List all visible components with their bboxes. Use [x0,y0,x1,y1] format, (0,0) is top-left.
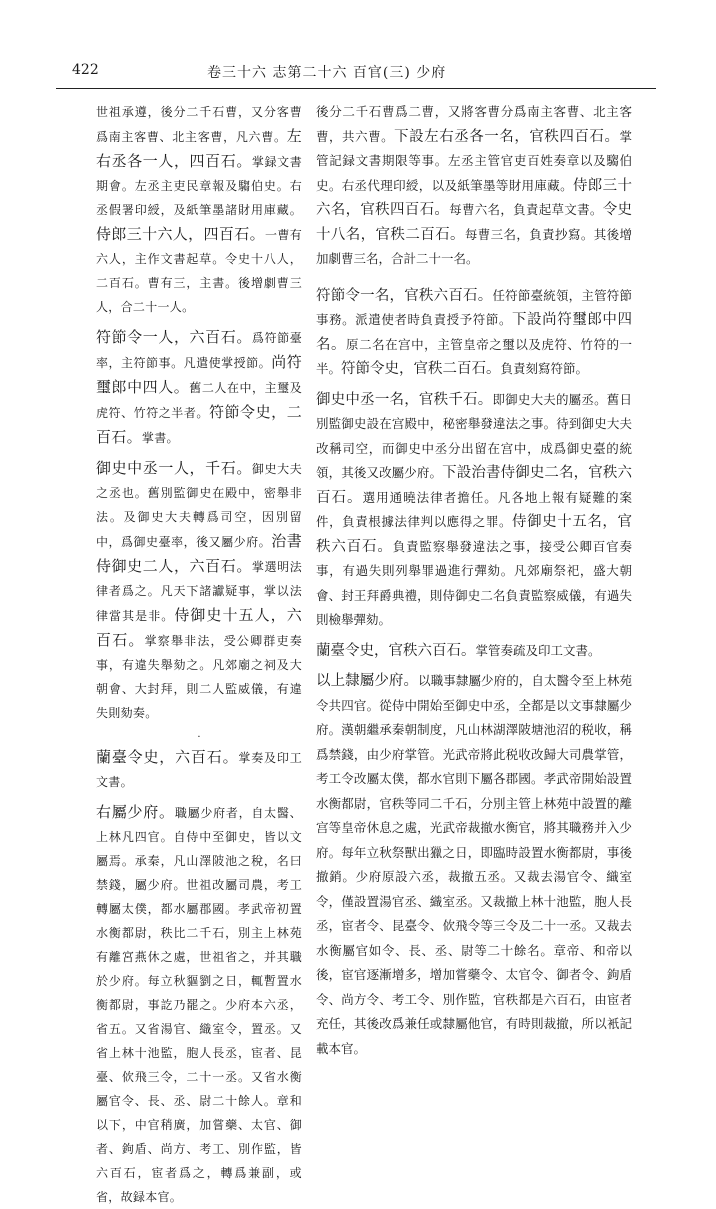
paragraph-shangshu-translation: 後分二千石曹爲二曹，又將客曹分爲南主客曹、北主客曹，共六曹。下設左右丞各一名，官秩四百石。掌管記録文書期限等事。左丞主管官吏百姓奏章以及騶伯史。右丞代理印綬，以及紙筆墨等財用庫藏。侍郎三十六名，官秩四百石。每曹六名，負責起草文書。令史十八名，官秩二百石。每曹三名，負責抄寫。其後增加劇曹三名，合計二十一名。 [316,104,632,266]
header-rule [56,88,656,89]
paragraph-summary: 右屬少府。職屬少府者，自太醫、上林凡四官。自侍中至御史，皆以文屬焉。承秦，凡山澤陂池之稅，名曰禁錢，屬少府。世祖改屬司農，考工轉屬太僕，都水屬郡國。孝武帝初置水衡都尉，秩比二千石，別主上林苑有離宮燕休之處，世祖省之，并其職於少府。每立秋貙劉之日，輒暫置水衡都尉，事訖乃罷之。少府本六丞，省五。又省湯官、織室令，置丞。又省上林十池監，胞人長丞，宦者、昆臺、佽飛三令，二十一丞。又省水衡屬官令、長、丞、尉二十餘人。章和以下，中官稍廣，加嘗藥、太官、御者、鉤盾、尚方、考工、別作監，皆六百石，宦者爲之，轉爲兼副，或省，故録本官。 [96,803,302,1204]
separator-dot: · [197,732,201,743]
paragraph-lantai: 蘭臺令史，六百石。掌奏及印工文書。 [96,748,302,789]
paragraph-fujie-translation: 符節令一名，官秩六百石。任符節臺統領，主管符節事務。派遣使者時負責授予符節。下設尚符璽郎中四名。原二名在宫中，主管皇帝之璽以及虎符、竹符的一半。符節令史，官秩二百石。負責刻寫符節。 [316,287,632,377]
classical-text-column [96,100,303,1204]
paragraph-yushi-translation: 御史中丞一名，官秩千石。即御史大夫的屬丞。舊日別監御史設在宫殿中，秘密舉發違法之事。待到御史大夫改稱司空，而御史中丞分出留在宫中，成爲御史臺的統領，其後又改屬少府。下設治書侍御史二名，官秩六百石。選用通曉法律者擔任。凡各地上報有疑難的案件，負責根據法律判以應得之罪。侍御史十五名，官秩六百石。負責監察舉發違法之事，接受公卿百官奏事，有過失則列舉罪過進行彈劾。凡郊廟祭祀，盛大朝會、封王拜爵典禮，則侍御史二名負責監察威儀，有過失則檢舉彈劾。 [316,391,632,627]
page-header [72,62,642,84]
paragraph-summary-translation: 以上隸屬少府。以職事隸屬少府的，自太醫令至上林苑令共四官。從侍中開始至御史中丞，全都是以文事隸屬少府。漢朝繼承秦朝制度，凡山林湖澤陂塘池沼的税收，稱爲禁錢，由少府掌管。光武帝將此税收改歸大司農掌管，考工令改屬太僕，都水官則下屬各郡國。孝武帝開始設置水衡都尉，官秩等同二千石，分別主管上林苑中設置的離宫等皇帝休息之處，光武帝裁撤水衡官，將其職務并入少府。每年立秋祭獸出獵之日，即臨時設置水衡都尉，事後撤銷。少府原設六丞，裁撤五丞。又裁去湯官令、織室令，僅設置湯官丞、織室丞。又裁撤上林十池監，胞人長丞，宦者令、昆臺令、佽飛令等三令及二十一丞。又裁去水衡屬官如令、長、丞、尉等二十餘名。章帝、和帝以後，宦官逐漸增多，增加嘗藥令、太官令、御者令、鉤盾令、尚方令、考工令、別作監，官秩都是六百石，由宦者充任，其後改爲兼任或隸屬他官，有時則裁撤，所以衹記載本官。 [316,673,632,1056]
running-title: 卷三十六 志第二十六 百官(三) 少府 [207,65,447,81]
translation-column [316,100,632,1056]
paragraph-shangshu: 世祖承遵，後分二千石曹，又分客曹爲南主客曹、北主客曹，凡六曹。左右丞各一人，四百石。掌録文書期會。左丞主吏民章報及騶伯史。右丞假署印綬，及紙筆墨諸財用庫藏。侍郎三十六人，四百石。一曹有六人，主作文書起草。令史十八人，二百石。曹有三，主書。後增劇曹三人，合二十一人。 [96,105,302,314]
paragraph-lantai-translation: 蘭臺令史，官秩六百石。掌管奏疏及印工文書。 [316,642,601,659]
paragraph-fujie: 符節令一人，六百石。爲符節臺率，主符節事。凡遣使掌授節。尚符璽郎中四人。舊二人在中，主璽及虎符、竹符之半者。符節令史，二百石。掌書。 [96,328,303,446]
page-number: 422 [72,62,99,78]
paragraph-yushi: 御史中丞一人，千石。御史大夫之丞也。舊別監御史在殿中，密舉非法。及御史大夫轉爲司空，因別留中，爲御史臺率，後又屬少府。治書侍御史二人，六百石。掌選明法律者爲之。凡天下諸讞疑事，掌以法律當其是非。侍御史十五人，六百石。掌察舉非法，受公卿群吏奏事，有違失舉劾之。凡郊廟之祠及大朝會、大封拜，則二人監威儀，有違失則劾奏。 [96,459,303,720]
